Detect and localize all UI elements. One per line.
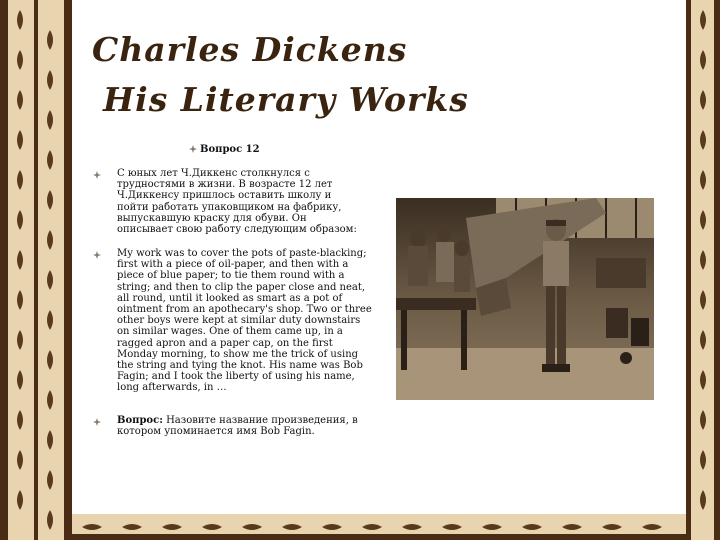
paragraph-intro [117,168,387,235]
bullet-ornament-icon [92,250,102,260]
decorative-border-bottom [72,514,686,540]
text-line: ragged apron and a paper cap, on the first [117,337,333,349]
text-line: котором упоминается имя Bob Fagin. [117,426,315,438]
decorative-border-left [0,0,72,540]
text-line: other boys were kept at similar duty downstairs [117,315,361,327]
text-line: Fagin; and I took the liberty of using his name, [117,371,355,383]
text-line: piece of blue paper; to tie them round with a [117,270,345,282]
bullet-ornament-icon [92,417,102,427]
text-line: описывает свою работу следующим образом: [117,224,357,236]
text-line: the string and tying the knot. His name was Bob [117,360,363,372]
text-line: С юных лет Ч.Диккенс столкнулся с [117,168,310,179]
text-line: пойти работать упаковщиком на фабрику, [117,201,342,213]
factory-boy-photo [396,198,654,400]
decorative-border-right [686,0,720,540]
text-line: трудностями в жизни. В возрасте 12 лет [117,179,333,191]
text-line: Monday morning, to show me the trick of using [117,348,359,360]
text-line: long afterwards, in … [117,382,227,394]
text-line: выпускавшую краску для обуви. Он [117,212,307,224]
text-line: all round, until it looked as smart as a pot of [117,292,343,304]
question-label: Вопрос: [117,415,163,426]
paragraph-question [117,415,387,437]
paragraph-quote [117,248,387,394]
text-line: string; and then to clip the paper close and neat, [117,281,366,293]
slide-title-line2: His Literary Works [103,80,469,119]
text-line: Ч.Диккенсу пришлось оставить школу и [117,190,332,202]
question-number: Вопрос 12 [200,144,260,155]
text-line [117,415,387,426]
text-line: on similar wages. One of them came up, in a [117,326,343,338]
bullet-ornament-icon [92,170,102,180]
slide-title-line1: Charles Dickens [92,30,408,69]
slide-content [72,0,686,514]
text-line: first with a piece of oil-paper, and then with a [117,259,349,271]
text-line: ointment from an apothecary's shop. Two or three [117,304,372,316]
question-text: Назовите название произведения, в [162,415,358,426]
bullet-ornament-icon [188,144,198,154]
text-line: My work was to cover the pots of paste-blacking; [117,248,367,259]
